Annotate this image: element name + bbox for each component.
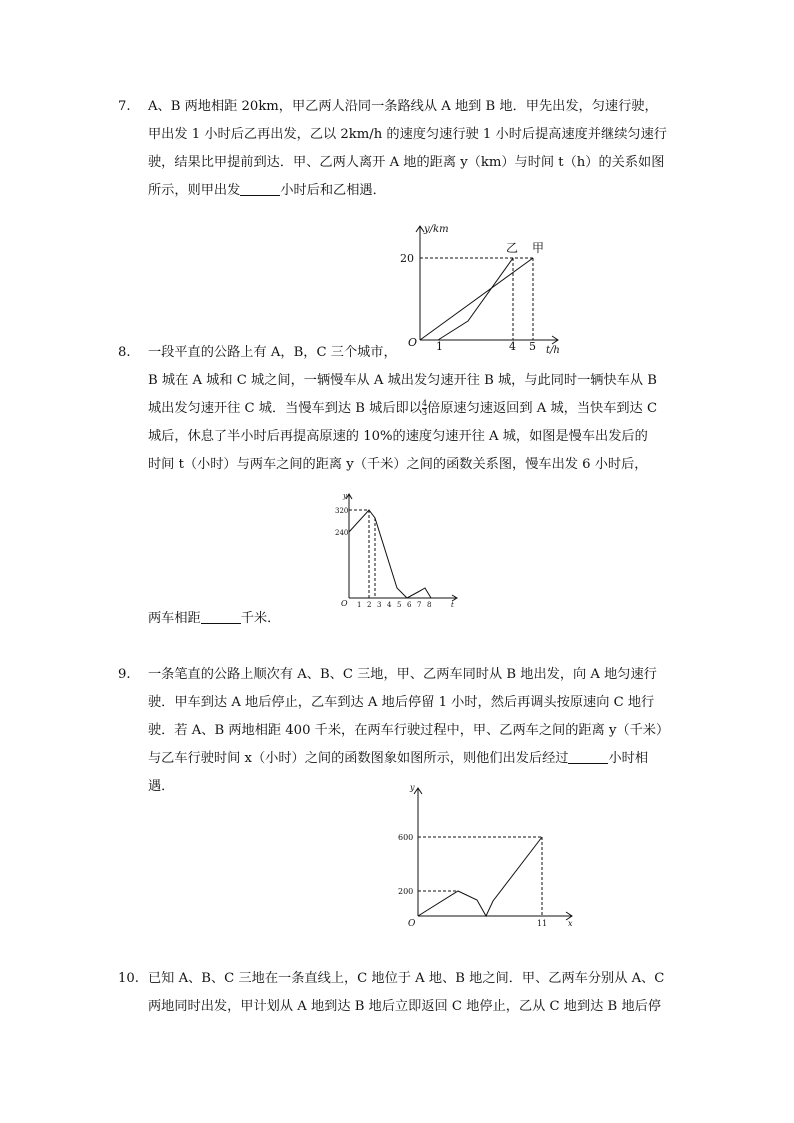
y-tick-label: 320 <box>335 507 349 515</box>
question-text-line: 一段平直的公路上有 A，B，C 三个城市， <box>148 345 397 360</box>
question-text-line: 两车相距 千米． <box>148 611 281 626</box>
x-tick-label: 5 <box>397 601 402 609</box>
answer-blank[interactable] <box>240 181 280 196</box>
x-tick-label: 1 <box>436 340 443 353</box>
distance-line <box>418 837 542 916</box>
x-tick-label: 8 <box>427 601 432 609</box>
question-text-line: 驶．若 A、B 两地相距 400 千米，在两车行驶过程中，甲、乙两车之间的距离 y（千米） <box>148 723 670 738</box>
question-text-line: 遇． <box>148 779 175 794</box>
question-8-answer-line <box>118 605 678 633</box>
x-tick-label: 7 <box>417 601 422 609</box>
x-axis-label: t <box>451 601 454 609</box>
q7-graph <box>400 220 570 355</box>
x-axis-label: t/h <box>546 345 560 356</box>
question-text-line: 一条笔直的公路上顺次有 A、B、C 三地，甲、乙两车同时从 B 地出发，向 A 地匀速行 <box>148 667 657 682</box>
question-8 <box>118 339 678 479</box>
question-7 <box>118 93 678 205</box>
question-text-line: 驶．甲车到达 A 地后停止，乙车到达 A 地后停留 1 小时，然后再调头按原速向 C 地行 <box>148 695 655 710</box>
question-number: 8. <box>118 345 131 360</box>
origin-label: O <box>408 336 418 349</box>
question-number: 7. <box>118 99 131 114</box>
answer-blank[interactable] <box>201 609 241 624</box>
x-tick-label: 4 <box>509 340 516 353</box>
y-axis-label: y <box>343 492 347 500</box>
question-10 <box>118 965 678 1021</box>
question-text-line: 驶，结果比甲提前到达．甲、乙两人离开 A 地的距离 y（km）与时间 t（h）的关系如图 <box>148 155 665 170</box>
y-axis-label: y/km <box>424 224 449 235</box>
answer-blank[interactable] <box>568 749 608 764</box>
x-tick-label: 4 <box>387 601 392 609</box>
q8-graph <box>335 490 465 610</box>
origin-label: O <box>341 599 348 608</box>
question-text-line: 城出发匀速开往 C 城．当慢车到达 B 城后即以 $\frac{4}{3}$ 倍原速匀速返回到 A 城，当快车到达 C <box>148 399 658 417</box>
fraction-four-thirds: $\frac{4}{3}$ <box>421 399 428 417</box>
x-axis-label: x <box>568 919 573 928</box>
x-tick-label: 2 <box>367 601 372 609</box>
question-text-line: 与乙车行驶时间 x（小时）之间的函数图象如图所示，则他们出发后经过 小时相 <box>148 751 649 766</box>
y-tick-label: 600 <box>398 833 414 842</box>
x-tick-label: 6 <box>407 601 412 609</box>
question-text-line: 两地同时出发，甲计划从 A 地到达 B 地后立即返回 C 地停止，乙从 C 地到达 B 地后停 <box>148 999 662 1014</box>
x-tick-label: 11 <box>537 919 548 928</box>
y-axis-label: y <box>410 783 415 792</box>
question-number: 10. <box>118 971 139 986</box>
question-number: 9. <box>118 667 131 682</box>
question-text-line: 甲出发 1 小时后乙再出发，乙以 2km/h 的速度匀速行驶 1 小时后提高速度并继续匀速行 <box>148 127 667 142</box>
question-text-line: 时间 t（小时）与两车之间的距离 y（千米）之间的函数关系图，慢车出发 6 小时后， <box>148 457 648 472</box>
x-tick-label: 1 <box>357 601 362 609</box>
origin-label: O <box>408 919 416 929</box>
question-text-line: 所示，则甲出发 小时后和乙相遇． <box>148 183 386 198</box>
q9-graph <box>392 778 582 933</box>
x-tick-label: 5 <box>529 340 536 353</box>
question-text-line: B 城在 A 城和 C 城之间，一辆慢车从 A 城出发匀速开往 B 城，与此同时一辆快车从 B <box>148 373 657 388</box>
x-tick-label: 3 <box>377 601 382 609</box>
distance-line <box>349 510 431 598</box>
y-tick-label: 20 <box>400 252 414 265</box>
question-text-line: 城后，休息了半小时后再提高原速的 10%的速度匀速开往 A 城，如图是慢车出发后的 <box>148 429 648 444</box>
legend-yi: 乙 <box>506 241 519 255</box>
yi-line <box>438 258 513 340</box>
y-tick-label: 200 <box>398 887 414 896</box>
jia-line <box>420 258 533 340</box>
question-text-line: 已知 A、B、C 三地在一条直线上，C 地位于 A 地、B 地之间．甲、乙两车分别从 A、C <box>148 971 665 986</box>
legend-jia: 甲 <box>532 241 545 255</box>
y-tick-label: 240 <box>335 529 349 537</box>
question-text-line: A、B 两地相距 20km，甲乙两人沿同一条路线从 A 地到 B 地．甲先出发，匀速行驶， <box>148 99 658 114</box>
